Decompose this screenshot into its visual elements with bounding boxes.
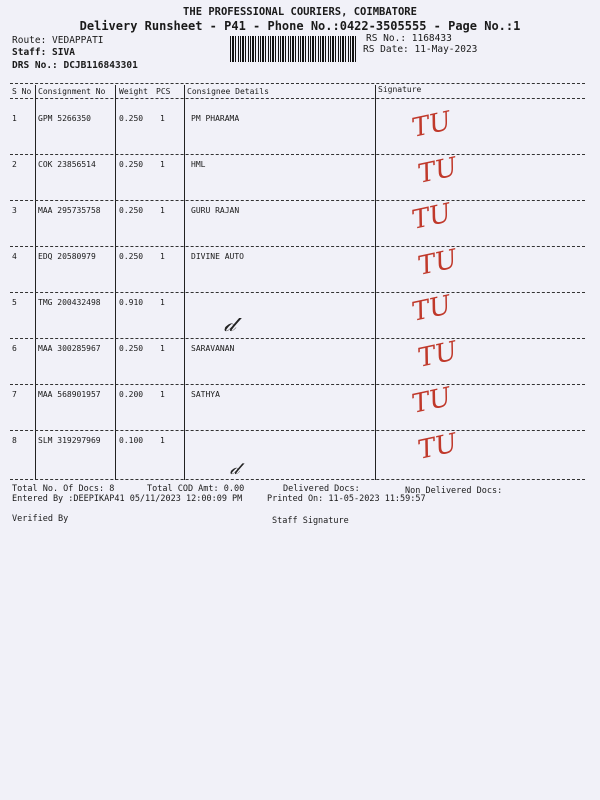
total-cod: Total COD Amt: 0.00	[147, 484, 245, 494]
rs-number: RS No.: 1168433	[366, 33, 452, 44]
cell-weight: 0.100	[119, 436, 144, 445]
cell-cno: TMG 200432498	[38, 298, 101, 307]
cell-sno: 2	[12, 160, 17, 169]
table-bottom-rule	[10, 479, 585, 480]
cell-weight: 0.250	[119, 252, 144, 261]
col-rule	[35, 85, 36, 480]
cell-sno: 3	[12, 206, 17, 215]
cell-weight: 0.200	[119, 390, 144, 399]
col-sno: S No	[12, 87, 32, 96]
row-separator	[10, 384, 585, 385]
cell-sno: 5	[12, 298, 17, 307]
handwritten-signature: TU	[409, 382, 454, 420]
cell-pcs: 1	[160, 390, 165, 399]
cell-sno: 4	[12, 252, 17, 261]
cell-cno: MAA 300285967	[38, 344, 101, 353]
row-separator	[10, 338, 585, 339]
handwritten-signature: TU	[415, 428, 460, 466]
col-rule	[184, 85, 185, 480]
company-title: THE PROFESSIONAL COURIERS, COIMBATORE	[183, 6, 417, 18]
cell-pcs: 1	[160, 114, 165, 123]
cell-sno: 8	[12, 436, 17, 445]
cell-consignee: HML	[191, 160, 206, 169]
table-header-rule	[10, 98, 585, 99]
cell-weight: 0.910	[119, 298, 144, 307]
handwritten-signature: TU	[409, 106, 454, 144]
staff-label: Staff: SIVA	[12, 47, 75, 58]
verified-by: Verified By	[12, 514, 69, 524]
handwritten-mark: 𝒹	[230, 458, 240, 479]
cell-cno: EDQ 20580979	[38, 252, 96, 261]
handwritten-signature: TU	[415, 152, 460, 190]
col-consignee: Consignee Details	[187, 87, 269, 96]
barcode	[230, 36, 356, 62]
cell-cno: GPM 5266350	[38, 114, 91, 123]
drs-number: DRS No.: DCJB116843301	[12, 60, 138, 71]
cell-weight: 0.250	[119, 114, 144, 123]
row-separator	[10, 246, 585, 247]
cell-consignee: SARAVANAN	[191, 344, 235, 353]
entered-by: Entered By :DEEPIKAP41 05/11/2023 12:00:09 PM	[12, 494, 243, 504]
table-top-rule	[10, 83, 585, 84]
col-pcs: PCS	[156, 87, 171, 96]
cell-pcs: 1	[160, 206, 165, 215]
cell-cno: MAA 295735758	[38, 206, 101, 215]
col-rule	[375, 85, 376, 480]
handwritten-signature: TU	[409, 290, 454, 328]
cell-cno: MAA 568901957	[38, 390, 101, 399]
cell-cno: SLM 319297969	[38, 436, 101, 445]
non-delivered-docs: Non Delivered Docs:	[405, 486, 503, 496]
handwritten-mark: 𝒹	[224, 312, 236, 337]
cell-pcs: 1	[160, 160, 165, 169]
row-separator	[10, 292, 585, 293]
cell-pcs: 1	[160, 344, 165, 353]
cell-sno: 7	[12, 390, 17, 399]
handwritten-signature: TU	[415, 244, 460, 282]
total-docs: Total No. Of Docs: 8	[12, 484, 115, 494]
cell-weight: 0.250	[119, 160, 144, 169]
rs-date: RS Date: 11-May-2023	[363, 44, 478, 55]
row-separator	[10, 154, 585, 155]
cell-weight: 0.250	[119, 206, 144, 215]
route-label: Route: VEDAPPATI	[12, 35, 104, 46]
cell-consignee: GURU RAJAN	[191, 206, 240, 215]
row-separator	[10, 430, 585, 431]
col-rule	[115, 85, 116, 480]
printed-on: Printed On: 11-05-2023 11:59:57	[267, 494, 426, 504]
handwritten-signature: TU	[415, 336, 460, 374]
row-separator	[10, 200, 585, 201]
cell-consignee: SATHYA	[191, 390, 220, 399]
cell-cno: COK 23856514	[38, 160, 96, 169]
cell-pcs: 1	[160, 298, 165, 307]
col-weight: Weight	[119, 87, 148, 96]
col-signature: Signature	[378, 85, 422, 94]
col-consignment: Consignment No	[38, 87, 106, 96]
handwritten-signature: TU	[409, 198, 454, 236]
cell-sno: 1	[12, 114, 17, 123]
cell-pcs: 1	[160, 436, 165, 445]
cell-pcs: 1	[160, 252, 165, 261]
cell-sno: 6	[12, 344, 17, 353]
runsheet-subtitle: Delivery Runsheet - P41 - Phone No.:0422-3505555 - Page No.:1	[79, 19, 521, 33]
staff-signature: Staff Signature	[272, 516, 349, 526]
delivered-docs: Delivered Docs:	[283, 484, 360, 494]
cell-consignee: PM PHARAMA	[191, 114, 240, 123]
cell-weight: 0.250	[119, 344, 144, 353]
cell-consignee: DIVINE AUTO	[191, 252, 244, 261]
